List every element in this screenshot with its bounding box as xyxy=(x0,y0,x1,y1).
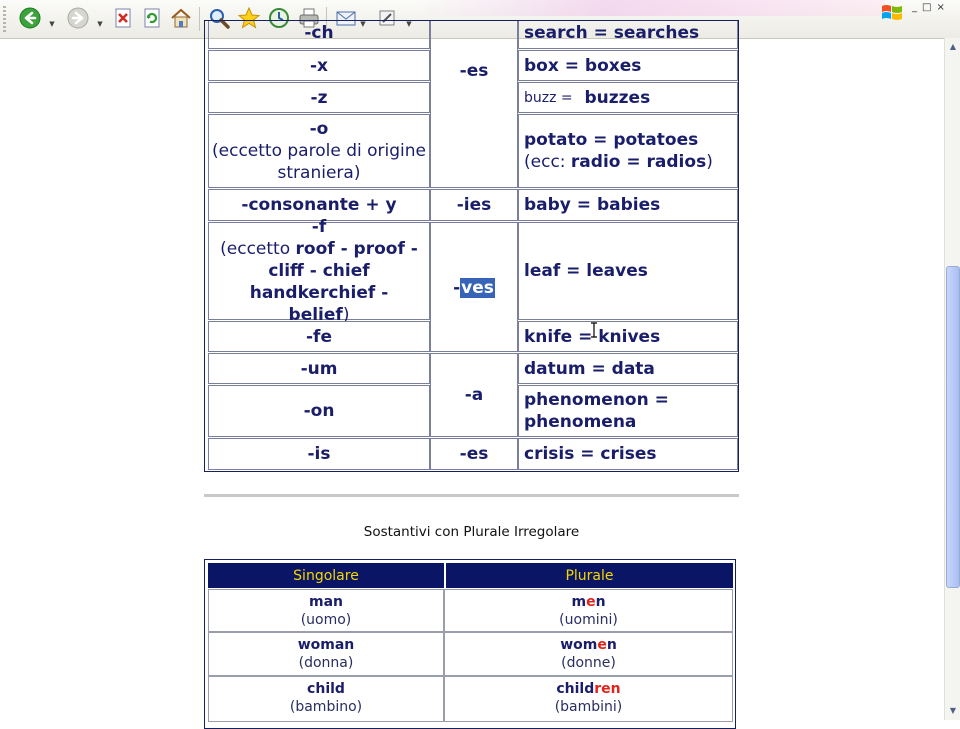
example-note xyxy=(524,151,713,173)
suffix-cell xyxy=(208,82,430,113)
example-note-bold: radio = radios xyxy=(570,152,707,172)
ending-text: -es xyxy=(459,61,489,81)
example-cell xyxy=(518,321,738,352)
suffix-note: (eccetto parole di origine straniera) xyxy=(212,141,426,183)
ending-text: -es xyxy=(459,444,489,464)
toolbar-grip[interactable] xyxy=(3,6,6,32)
title-bar-tint xyxy=(420,0,885,16)
scroll-down-icon[interactable]: ▼ xyxy=(949,706,957,715)
vertical-scrollbar[interactable] xyxy=(944,38,960,720)
home-button[interactable] xyxy=(170,7,192,29)
stop-button[interactable] xyxy=(112,7,134,29)
singular-translation: (donna) xyxy=(298,655,354,671)
example-text: buzzes xyxy=(584,87,651,108)
plural-word xyxy=(445,593,732,611)
ending-text: -a xyxy=(464,385,484,405)
suffix-note-prefix: (eccetto xyxy=(220,239,296,259)
singular-word: child xyxy=(307,681,345,697)
plural-rules-table xyxy=(204,20,739,472)
suffix-text-value: -consonante + y xyxy=(241,195,397,215)
scroll-up-icon[interactable]: ▲ xyxy=(949,42,957,51)
ending-dash: - xyxy=(453,278,461,298)
plural-change: e xyxy=(597,637,607,653)
example-small-text: buzz = xyxy=(524,89,573,106)
singular-cell xyxy=(208,632,444,676)
example-text: search = searches xyxy=(524,23,700,43)
stop-icon xyxy=(112,7,134,29)
plural-stem: m xyxy=(571,594,587,610)
example-cell xyxy=(518,82,738,113)
plural-word xyxy=(445,636,732,654)
example-cell xyxy=(518,222,738,320)
suffix-note xyxy=(217,238,422,326)
plural-cell xyxy=(444,589,733,632)
singular-cell xyxy=(208,676,444,722)
section-divider xyxy=(204,494,739,497)
example-cell xyxy=(518,50,738,81)
plural-translation: (uomini) xyxy=(559,612,618,628)
window-controls[interactable]: _□× xyxy=(912,2,950,13)
suffix-text: -f xyxy=(311,217,327,237)
singular-cell xyxy=(208,589,444,632)
example-note-suffix: ) xyxy=(706,152,713,172)
ending-text: -ies xyxy=(456,195,492,215)
ending-cell-a xyxy=(430,353,518,437)
example-cell xyxy=(518,385,738,437)
plural-stem: wom xyxy=(560,637,598,653)
home-icon xyxy=(170,7,192,29)
singular-translation: (uomo) xyxy=(300,612,352,628)
suffix-text xyxy=(241,194,396,216)
suffix-note-bold: roof - proof - cliff - chief handkerchief - belief xyxy=(249,239,418,325)
plural-translation: (bambini) xyxy=(554,699,623,715)
back-arrow-icon xyxy=(19,7,41,29)
suffix-cell xyxy=(208,20,430,49)
suffix-text: -um xyxy=(300,358,338,379)
example-text: datum = data xyxy=(524,358,655,379)
toolbar-separator xyxy=(199,7,200,31)
forward-dropdown[interactable]: ▼ xyxy=(97,20,103,28)
example-text: phenomenon = phenomena xyxy=(524,390,669,432)
selected-text-highlight[interactable]: ves xyxy=(461,278,494,298)
suffix-text: -is xyxy=(307,444,331,464)
refresh-button[interactable] xyxy=(141,7,163,29)
suffix-cell xyxy=(208,50,430,81)
ending-cell-es xyxy=(430,438,518,470)
example-text: leaf = leaves xyxy=(524,261,648,281)
suffix-text: -x xyxy=(309,55,329,76)
singular-word: woman xyxy=(297,637,355,653)
suffix-text: -on xyxy=(303,401,335,421)
plural-change: e xyxy=(586,594,596,610)
plural-stem: child xyxy=(556,681,595,697)
irregular-section-title: Sostantivi con Plurale Irregolare xyxy=(363,524,580,540)
ending-text[interactable] xyxy=(453,278,495,298)
header-plural: Plurale xyxy=(446,563,733,588)
back-button[interactable] xyxy=(19,7,41,29)
plural-change: ren xyxy=(594,681,621,697)
example-cell xyxy=(518,438,738,470)
ending-cell-ves xyxy=(430,222,518,352)
suffix-cell xyxy=(208,438,430,470)
plural-cell xyxy=(444,632,733,676)
suffix-note-suffix: ) xyxy=(342,305,350,325)
plural-tail: n xyxy=(595,594,606,610)
suffix-text: -ch xyxy=(304,23,334,43)
example-cell xyxy=(518,189,738,221)
refresh-icon xyxy=(141,7,163,29)
suffix-cell xyxy=(208,321,430,352)
example-text: baby = babies xyxy=(524,195,661,215)
irregular-plural-table xyxy=(204,559,736,729)
singular-translation: (bambino) xyxy=(289,699,363,715)
plural-tail: n xyxy=(606,637,617,653)
mail-dropdown[interactable]: ▼ xyxy=(360,20,366,28)
example-cell xyxy=(518,20,738,49)
example-cell xyxy=(518,353,738,384)
suffix-cell xyxy=(208,353,430,384)
singular-word: man xyxy=(308,594,343,610)
ending-cell-ies xyxy=(430,189,518,221)
example-note-prefix: (ecc: xyxy=(524,152,571,172)
suffix-text: -z xyxy=(310,87,328,108)
example-cell xyxy=(518,114,738,188)
example-text: crisis = crises xyxy=(524,444,657,464)
example-text: potato = potatoes xyxy=(524,130,699,150)
plural-translation: (donne) xyxy=(561,655,616,671)
forward-button[interactable] xyxy=(67,7,89,29)
ending-cell-es xyxy=(430,20,518,188)
header-singular: Singolare xyxy=(208,563,444,588)
forward-arrow-icon xyxy=(67,7,89,29)
windows-logo-icon xyxy=(880,2,904,24)
suffix-cell xyxy=(208,114,430,188)
edit-dropdown[interactable]: ▼ xyxy=(406,20,412,28)
scrollbar-thumb[interactable] xyxy=(946,266,960,588)
suffix-text: -o xyxy=(309,119,329,139)
plural-word xyxy=(445,680,732,698)
plural-cell xyxy=(444,676,733,722)
example-text: box = boxes xyxy=(524,55,642,76)
text-cursor-icon xyxy=(590,322,598,338)
suffix-cell xyxy=(208,385,430,437)
suffix-text: -fe xyxy=(306,326,332,347)
suffix-cell xyxy=(208,217,430,325)
back-dropdown[interactable]: ▼ xyxy=(49,20,55,28)
example-text: knife = knives xyxy=(524,326,661,347)
